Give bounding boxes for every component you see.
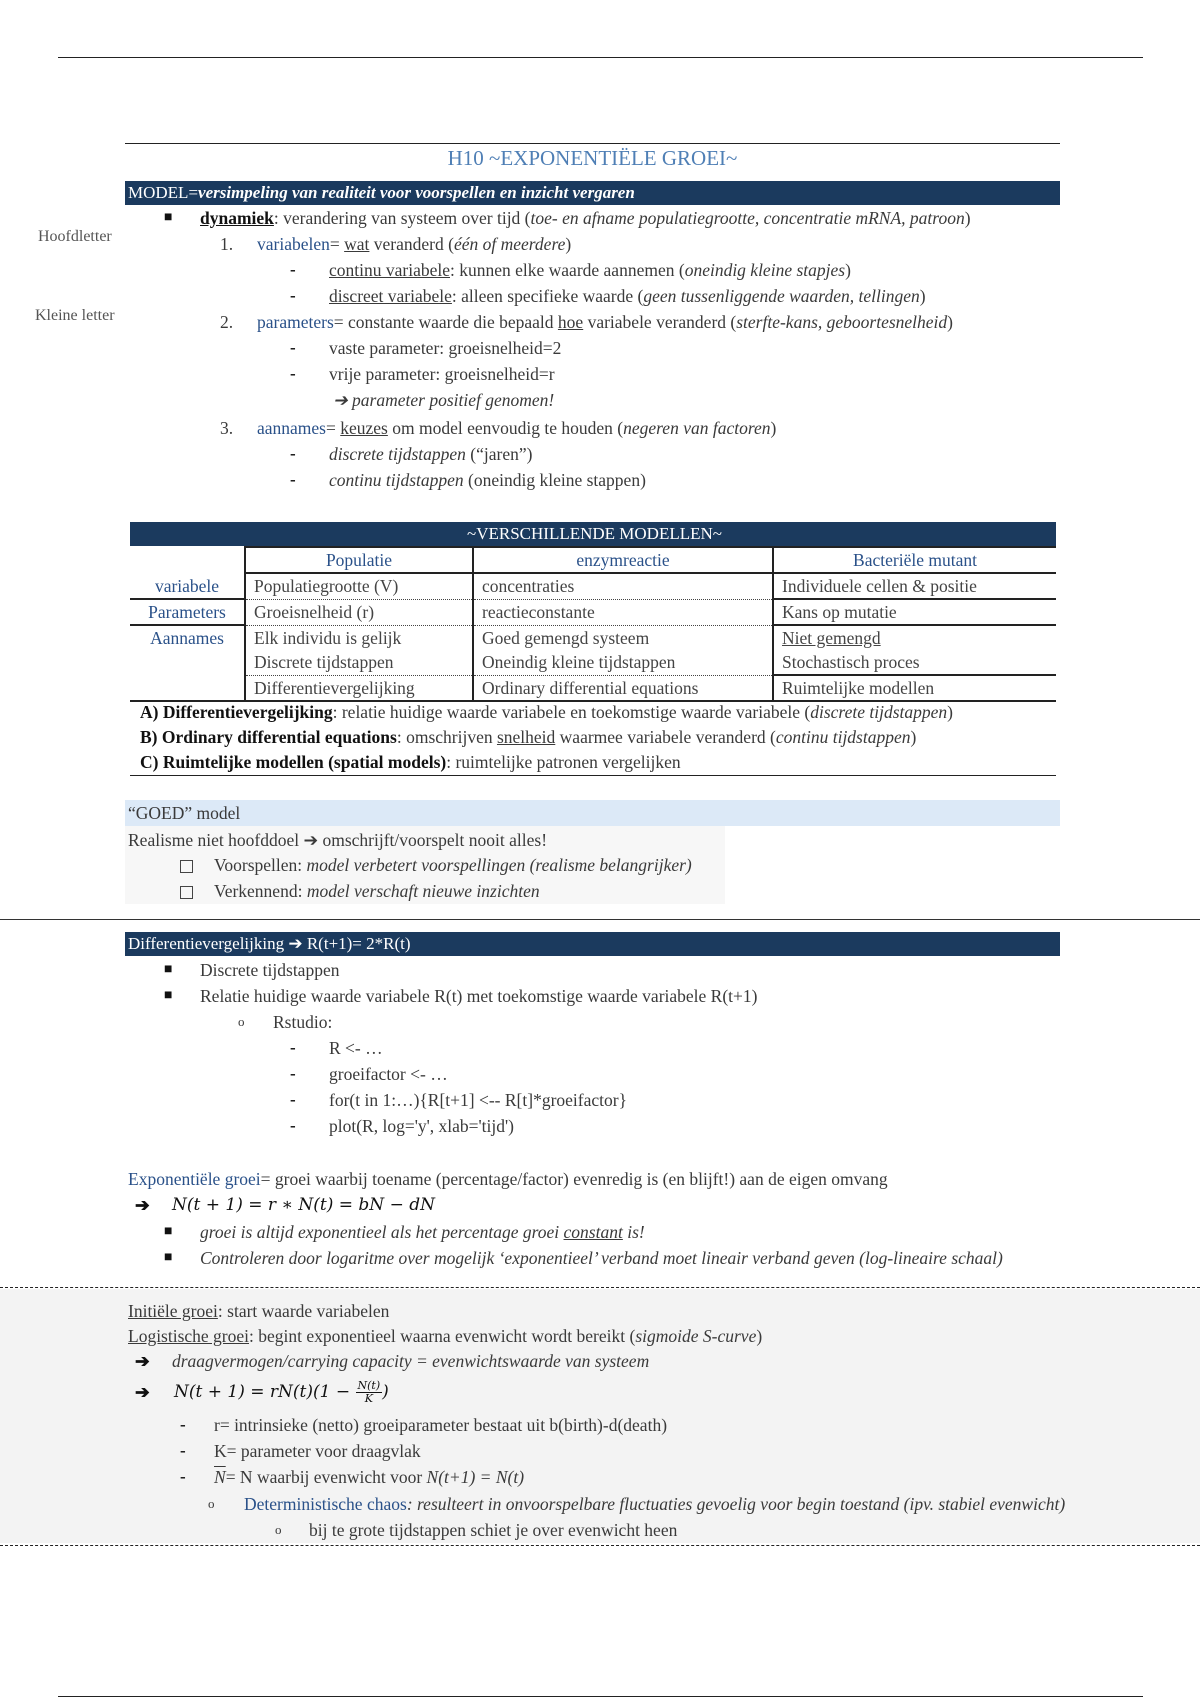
continu-term: continu variabele [329,260,450,280]
dynamiek-line: dynamiek: verandering van systeem over tijd (toe- en afname populatiegrootte, concentratie mRNA, patroon) [200,208,971,228]
goed-item-verkennend [214,879,540,903]
table-row [130,650,1056,675]
model-type-text: : omschrijven [396,727,497,747]
carrying-capacity: draagvermogen/carrying capacity = evenwichtswaarde van systeem [172,1351,650,1371]
arrow-icon: ➔ [135,1351,150,1371]
table-cell: Stochastisch proces [773,650,1056,675]
circle-bullet: o [275,1522,282,1537]
vrije-parameter: vrije parameter: groeisnelheid=r [329,364,555,384]
model-band [125,181,1060,205]
row-label: Parameters [130,599,245,625]
bottom-rule [58,1696,1143,1697]
dashed-divider [0,1287,1200,1288]
nbar-example: N(t+1) = N(t) [426,1467,525,1487]
circle-bullet: o [238,1014,245,1029]
margin-note-kleine-letter: Kleine letter [35,307,115,324]
parameters-number: 2. [220,312,234,332]
formula-part: N(t + 1) = rN(t)(1 − [174,1382,356,1402]
continu-text: (oneindig kleine stappen) [463,470,646,490]
corner-cell [130,547,245,573]
model-type-a [140,700,953,724]
parameters-term: parameters [257,312,334,332]
table-cell: Populatiegrootte (V) [245,573,473,599]
table-cell: Ordinary differential equations [473,675,773,701]
discrete-text: (“jaren”) [465,444,533,464]
model-types-rule [130,775,1056,776]
nbar-symbol: $\overline{N}$ [214,1467,226,1487]
model-type-example: discrete tijdstappen [810,702,948,722]
parameters-line [257,310,953,334]
logistic-item: r= intrinsieke (netto) groeiparameter bestaat uit b(birth)-d(death) [214,1415,668,1435]
table-row [130,573,1056,599]
vaste-parameter: vaste parameter: groeisnelheid=2 [329,338,562,358]
table-cell: Kans op mutatie [773,599,1056,625]
goed-item-example: model verschaft nieuwe inzichten [306,881,540,901]
checkbox-icon [180,886,193,899]
variabelen-number: 1. [220,234,234,254]
initiele-groei [128,1299,389,1323]
model-type-lead: B) Ordinary differential equations [140,727,397,747]
chaos-text: : resulteert in onvoorspelbare fluctuaties gevoelig voor begin toestand (ipv. stabiel evenwicht) [406,1494,1066,1514]
rstudio-code: for(t in 1:…){R[t+1] <-- R[t]*groeifactor} [329,1090,627,1110]
dash-bullet: - [290,364,296,383]
column-header: enzymreactie [473,547,773,573]
rstudio-code: R <- … [329,1038,383,1058]
column-header: Bacteriële mutant [773,547,1056,573]
expo-bullet-text: groei is altijd exponentieel als het percentage groei [200,1222,564,1242]
aannames-underline: keuzes [340,418,388,438]
empty-cell [130,650,245,675]
discreet-example: geen tussenliggende waarden, tellingen [643,286,920,306]
dashed-divider [0,1545,1200,1546]
goed-item-label: Verkennend: [214,881,307,901]
dash-bullet: - [180,1467,186,1486]
expo-definition [128,1167,888,1191]
goed-model-line: Realisme niet hoofddoel ➔ omschrijft/voorspelt nooit alles! [128,830,548,850]
table-row [130,675,1056,701]
discrete-term: discrete tijdstappen [329,444,466,464]
arrow-icon: ➔ [135,1382,150,1402]
aannames-line [257,416,776,440]
table-cell: Differentievergelijking [245,675,473,701]
models-table [130,546,1056,702]
bullet-square: ■ [164,210,173,225]
table-cell: Discrete tijdstappen [245,650,473,675]
paren-close: ) [964,208,971,228]
title-rule [125,143,1060,144]
goed-item-label: Voorspellen: [214,855,307,875]
aannames-example: negeren van factoren [623,418,771,438]
rstudio-label: Rstudio: [273,1012,333,1032]
aannames-number: 3. [220,418,234,438]
models-table-title: ~VERSCHILLENDE MODELLEN~ [130,522,1056,546]
model-type-text: : ruimtelijke patronen vergelijken [446,752,681,772]
model-type-b [140,725,916,749]
initiele-text: : start waarde variabelen [217,1301,390,1321]
nbar-text: = N waarbij evenwicht voor [225,1467,427,1487]
arrow-icon: ➔ [135,1195,150,1215]
model-type-example: continu tijdstappen [775,727,911,747]
dash-bullet: - [290,470,296,489]
goed-model-heading: “GOED” model [128,803,241,823]
circle-bullet: o [208,1496,215,1511]
bullet-square: ■ [164,962,173,977]
initiele-term: Initiële groei [128,1301,218,1321]
discreet-variabele-line [329,284,926,308]
logistic-item: K= parameter voor draagvlak [214,1441,421,1461]
chaos-term: Deterministische chaos [244,1494,407,1514]
dash-bullet: - [180,1415,186,1434]
continu-variabele-line [329,258,851,282]
logistische-term: Logistische groei [128,1326,250,1346]
dynamiek-example: toe- en afname populatiegrootte, concentratie mRNA, patroon [530,208,965,228]
goed-model-heading-bg [125,800,1060,826]
table-cell: Individuele cellen & positie [773,573,1056,599]
table-cell: reactieconstante [473,599,773,625]
model-type-underline: snelheid [496,727,556,747]
continu-example: oneindig kleine stapjes [684,260,846,280]
variabelen-term: variabelen [257,234,330,254]
aannames-text: om model eenvoudig te houden ( [387,418,624,438]
dash-bullet: - [290,1064,296,1083]
paren-close: ) [947,312,953,332]
continu-text: : kunnen elke waarde aannemen ( [450,260,685,280]
bullet-square: ■ [164,1224,173,1239]
row-label: Aannames [150,628,224,648]
dash-bullet: - [290,260,296,279]
paren-close: ) [756,1326,763,1346]
dash-bullet: - [290,1116,296,1135]
paren-close: ) [845,260,851,280]
chaos-sub: bij te grote tijdstappen schiet je over evenwicht heen [309,1520,678,1540]
chaos-line [244,1492,1065,1516]
dash-bullet: - [290,444,296,463]
row-label: variabele [130,573,245,599]
paren-close: ) [770,418,777,438]
model-band-lead: MODEL= [128,183,199,202]
variabelen-text: veranderd ( [369,234,454,254]
rstudio-code: groeifactor <- … [329,1064,448,1084]
expo-text: = groei waarbij toename (percentage/factor) evenredig is (en blijft!) aan de eigen omvang [260,1169,888,1189]
variabelen-example: één of meerdere [453,234,566,254]
dynamiek-term: dynamiek [200,208,274,228]
section-divider [0,919,1200,920]
table-cell: concentraties [473,573,773,599]
model-type-text2: waarmee variabele veranderd ( [555,727,776,747]
logistische-text: : begint exponentieel waarna evenwicht wordt bereikt ( [249,1326,636,1346]
dash-bullet: - [180,1441,186,1460]
logistic-formula [174,1380,389,1405]
expo-term: Exponentiële groei [128,1169,261,1189]
discreet-term: discreet variabele [329,286,452,306]
expo-bullet-underline: constant [563,1222,623,1242]
formula-denominator: K [364,1392,373,1405]
dynamiek-text: verandering van systeem over tijd ( [278,208,531,228]
model-band-text: versimpeling van realiteit voor voorspellen en inzicht vergaren [198,183,635,202]
checkbox-icon [180,860,193,873]
discrete-tijdstappen [329,442,532,466]
logistische-example: sigmoide S-curve [635,1326,757,1346]
table-row [130,625,1056,650]
dash-bullet: - [290,286,296,305]
empty-cell [130,675,245,701]
continu-term: continu tijdstappen [329,470,464,490]
variabelen-underline: wat [344,234,370,254]
aannames-term: aannames [257,418,326,438]
expo-formula: N(t + 1) = r ∗ N(t) = bN − dN [172,1195,435,1215]
parameters-underline: hoe [557,312,584,332]
bullet-square: ■ [164,1250,173,1265]
paren-close: ) [947,702,953,722]
paren-close: ) [919,286,926,306]
table-row [130,599,1056,625]
goed-item-voorspellen [214,853,692,877]
table-cell: Groeisnelheid (r) [245,599,473,625]
dash-bullet: - [290,1090,296,1109]
variabelen-line [257,232,571,256]
logistische-groei [128,1324,762,1348]
differentievergelijking-band: Differentievergelijking ➔ R(t+1)= 2*R(t) [125,932,1060,956]
margin-note-hoofdletter: Hoofdletter [38,228,112,245]
discreet-text: : alleen specifieke waarde ( [451,286,644,306]
paren-close: ) [565,234,572,254]
table-header-row [130,547,1056,573]
model-type-text: : relatie huidige waarde variabele en toekomstige waarde variabele ( [332,702,811,722]
expo-bullet [200,1220,645,1244]
continu-tijdstappen [329,468,646,492]
dash-bullet: - [290,338,296,357]
parameters-text: = constante waarde die bepaald [333,312,558,332]
table-cell: Ruimtelijke modellen [773,675,1056,701]
table-cell: Elk individu is gelijk [245,625,473,650]
expo-bullet: Controleren door logaritme over mogelijk ‘exponentieel’ verband moet lineair verband geven (log-lineaire schaal) [200,1248,1003,1268]
dash-bullet: - [290,1038,296,1057]
model-type-lead: A) Differentievergelijking [140,702,333,722]
parameters-text2: variabele veranderd ( [583,312,737,332]
table-cell: Goed gemengd systeem [473,625,773,650]
equals: = [326,418,341,438]
equals: = [329,234,345,254]
parameter-note: ➔ parameter positief genomen! [333,390,555,410]
page-title: H10 ~EXPONENTIËLE GROEI~ [447,146,738,170]
bullet-square: ■ [164,988,173,1003]
table-cell: Oneindig kleine tijdstappen [473,650,773,675]
model-type-c [140,750,681,774]
diff-bullet: Discrete tijdstappen [200,960,340,980]
model-type-lead: C) Ruimtelijke modellen (spatial models) [140,752,447,772]
goed-item-example: model verbetert voorspellingen (realisme belangrijker) [306,855,692,875]
top-rule [58,57,1143,58]
column-header: Populatie [245,547,473,573]
formula-part: ) [382,1382,389,1402]
nbar-line [214,1465,524,1489]
rstudio-code: plot(R, log='y', xlab='tijd') [329,1116,514,1136]
paren-close: ) [910,727,917,747]
table-cell: Niet gemengd [782,628,881,648]
parameters-example: sterfte-kans, geboortesnelheid [736,312,948,332]
expo-bullet-text2: is! [622,1222,645,1242]
formula-numerator: N(t) [357,1379,381,1392]
diff-bullet: Relatie huidige waarde variabele R(t) met toekomstige waarde variabele R(t+1) [200,986,758,1006]
